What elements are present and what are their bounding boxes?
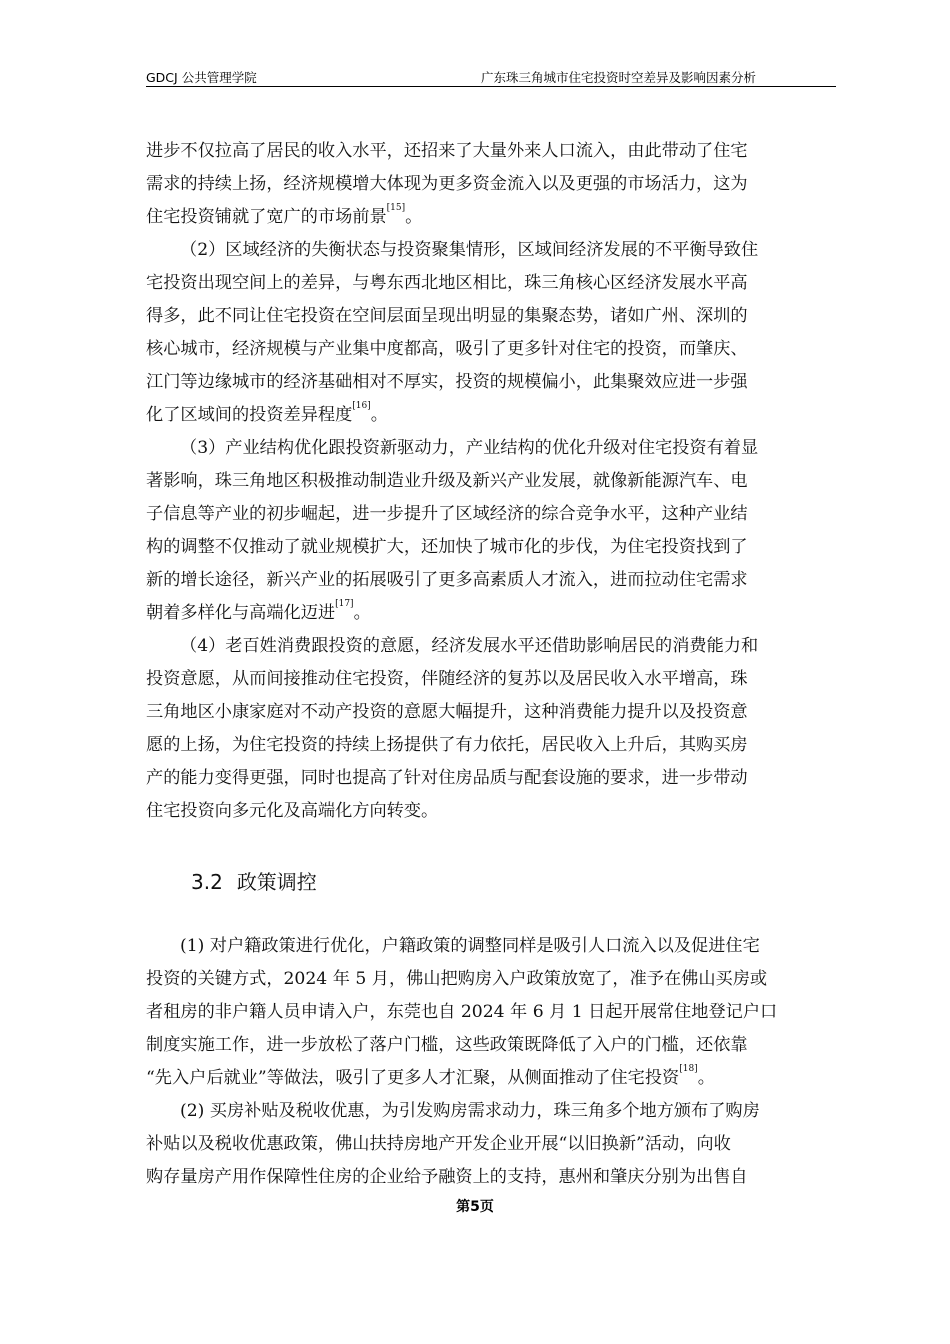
citation-ref: [16] [352, 401, 371, 411]
section-number: 3.2 [191, 870, 223, 894]
text-line [146, 498, 836, 531]
text-line [146, 531, 836, 564]
line-text: 补贴以及税收优惠政策，佛山扶持房地产开发企业开展“以旧换新”活动，向收 [146, 1134, 731, 1154]
text-line [146, 795, 836, 828]
line-tail: 。 [353, 603, 371, 623]
line-tail: 。 [697, 1068, 715, 1088]
paragraph [146, 135, 836, 234]
line-text: 需求的持续上扬，经济规模增大体现为更多资金流入以及更强的市场活力，这为 [146, 174, 748, 194]
line-text: “先入户后就业”等做法，吸引了更多人才汇聚，从侧面推动了住宅投资 [146, 1068, 680, 1088]
header-institution: GDCJ 公共管理学院 [146, 70, 257, 85]
text-line [146, 696, 836, 729]
text-line [146, 234, 836, 267]
body-text-section [146, 930, 836, 1194]
paragraph [146, 432, 836, 630]
line-text: 核心城市，经济规模与产业集中度都高，吸引了更多针对住宅的投资，而肇庆、 [146, 339, 748, 359]
line-text: 宅投资出现空间上的差异，与粤东西北地区相比，珠三角核心区经济发展水平高 [146, 273, 748, 293]
text-line [146, 1029, 836, 1062]
text-line [146, 996, 836, 1029]
citation-ref: [18] [679, 1064, 698, 1074]
page-header [146, 64, 836, 87]
text-line [146, 729, 836, 762]
text-line [146, 762, 836, 795]
line-text: 愿的上扬，为住宅投资的持续上扬提供了有力依托，居民收入上升后，其购买房 [146, 735, 748, 755]
text-line [146, 201, 836, 234]
text-line [146, 432, 836, 465]
line-text: 住宅投资铺就了宽广的市场前景 [146, 207, 387, 227]
section-title-text: 政策调控 [236, 870, 317, 894]
line-text: （4）老百姓消费跟投资的意愿，经济发展水平还借助影响居民的消费能力和 [180, 636, 759, 656]
line-text: 购存量房产用作保障性住房的企业给予融资上的支持，惠州和肇庆分别为出售自 [146, 1167, 748, 1187]
text-line [146, 1095, 836, 1128]
text-line [146, 135, 836, 168]
paragraph [146, 1095, 836, 1194]
page-number: 第5页 [456, 1199, 494, 1215]
line-text: 化了区域间的投资差异程度 [146, 405, 353, 425]
line-text: 朝着多样化与高端化迈进 [146, 603, 336, 623]
line-text: 江门等边缘城市的经济基础相对不厚实，投资的规模偏小，此集聚效应进一步强 [146, 372, 748, 392]
line-text: 住宅投资向多元化及高端化方向转变。 [146, 801, 439, 821]
paragraph [146, 234, 836, 432]
section-heading [191, 866, 317, 895]
line-text: (1) 对户籍政策进行优化，户籍政策的调整同样是吸引人口流入以及促进住宅 [180, 936, 760, 956]
body-text [146, 135, 836, 828]
line-text: 三角地区小康家庭对不动产投资的意愿大幅提升，这种消费能力提升以及投资意 [146, 702, 748, 722]
text-line [146, 300, 836, 333]
text-line [146, 1062, 836, 1095]
line-text: 构的调整不仅推动了就业规模扩大，还加快了城市化的步伐，为住宅投资找到了 [146, 537, 748, 557]
line-text: 投资意愿，从而间接推动住宅投资，伴随经济的复苏以及居民收入水平增高，珠 [146, 669, 748, 689]
line-tail: 。 [370, 405, 388, 425]
line-text: 制度实施工作，进一步放松了落户门槛，这些政策既降低了入户的门槛，还依靠 [146, 1035, 748, 1055]
text-line [146, 366, 836, 399]
line-text: 者租房的非户籍人员申请入户，东莞也自 2024 年 6 月 1 日起开展常住地登记户口 [146, 1002, 778, 1022]
text-line [146, 963, 836, 996]
text-line [146, 1161, 836, 1194]
paragraph [146, 630, 836, 828]
line-text: （3）产业结构优化跟投资新驱动力，产业结构的优化升级对住宅投资有着显 [180, 438, 759, 458]
text-line [146, 267, 836, 300]
line-text: 进步不仅拉高了居民的收入水平，还招来了大量外来人口流入，由此带动了住宅 [146, 141, 748, 161]
line-text: 子信息等产业的初步崛起，进一步提升了区域经济的综合竞争水平，这种产业结 [146, 504, 748, 524]
line-text: 产的能力变得更强，同时也提高了针对住房品质与配套设施的要求，进一步带动 [146, 768, 748, 788]
text-line [146, 630, 836, 663]
text-line [146, 663, 836, 696]
text-line [146, 564, 836, 597]
text-line [146, 597, 836, 630]
line-text: 投资的关键方式，2024 年 5 月，佛山把购房入户政策放宽了，准予在佛山买房或 [146, 969, 768, 989]
line-tail: 。 [405, 207, 423, 227]
header-title: 广东珠三角城市住宅投资时空差异及影响因素分析 [480, 70, 756, 85]
text-line [146, 930, 836, 963]
text-line [146, 1128, 836, 1161]
text-line [146, 465, 836, 498]
text-line [146, 399, 836, 432]
line-text: 著影响，珠三角地区积极推动制造业升级及新兴产业发展，就像新能源汽车、电 [146, 471, 748, 491]
text-line [146, 168, 836, 201]
citation-ref: [15] [386, 203, 406, 213]
line-text: (2) 买房补贴及税收优惠，为引发购房需求动力，珠三角多个地方颁布了购房 [180, 1101, 760, 1121]
line-text: 新的增长途径，新兴产业的拓展吸引了更多高素质人才流入，进而拉动住宅需求 [146, 570, 748, 590]
line-text: 得多，此不同让住宅投资在空间层面呈现出明显的集聚态势，诸如广州、深圳的 [146, 306, 748, 326]
text-line [146, 333, 836, 366]
line-text: （2）区域经济的失衡状态与投资聚集情形，区域间经济发展的不平衡导致住 [180, 240, 759, 260]
paragraph [146, 930, 836, 1095]
citation-ref: [17] [335, 599, 354, 609]
